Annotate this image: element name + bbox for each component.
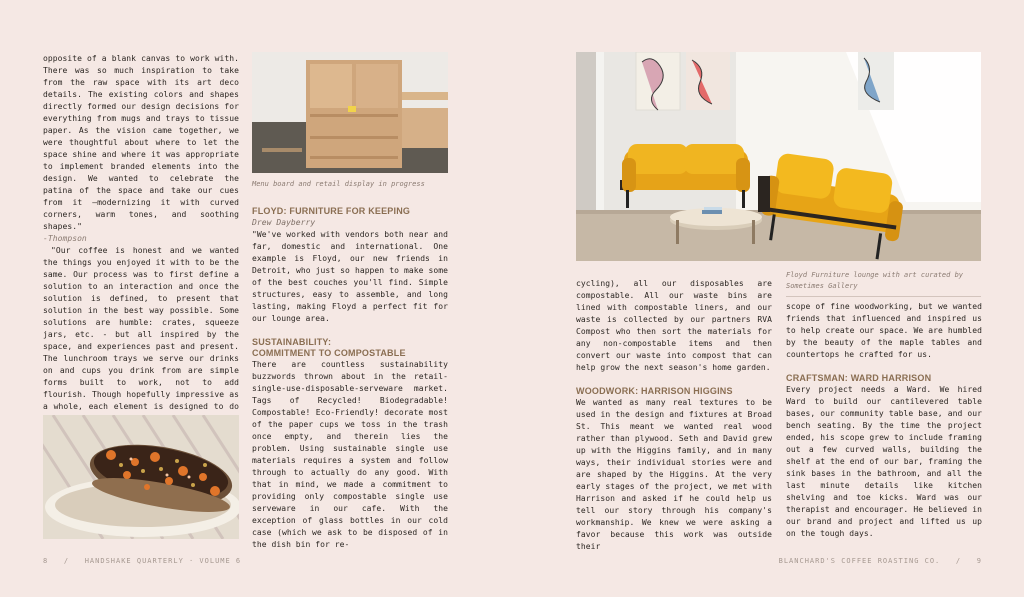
lounge-photo bbox=[576, 52, 981, 261]
lounge-illustration bbox=[576, 52, 981, 261]
left-column-1 bbox=[43, 53, 239, 425]
section-heading: SUSTAINABILITY: bbox=[252, 337, 332, 347]
quote-attribution: -Thompson bbox=[43, 234, 87, 243]
menu-board-photo bbox=[252, 52, 448, 173]
left-folio: 8 / HANDSHAKE QUARTERLY · VOLUME 6 bbox=[43, 557, 242, 565]
shelving-illustration bbox=[252, 52, 448, 173]
article-paragraph: Every project needs a Ward. We hired Ward to build our cantilevered table bases, our community table base, and our bench seating. By the time the project ended, his scope grew to include framing out a few curved walls, building the shelf at the end of our bar, framing the sink bases in the bathroom, and all the last minute details like kitchen shelving and toe kicks. Ward was our therapist and encourager. He believed in our brand and project and lifted us up on the tough days. bbox=[786, 385, 982, 538]
article-paragraph: scope of fine woodworking, but we wanted friends that influenced and inspired us to help create our space. We are humbled by the beauty of the maple tables and countertops he crafted for us. bbox=[786, 302, 982, 359]
article-paragraph: cycling), all our disposables are compostable. All our waste bins are lined with compostable liners, and our waste is collected by our partners RVA Compost who then sort the materials for any non-compostable items and then convert our waste into compost that can help grow the next season's home garden. bbox=[576, 279, 772, 372]
paragraph-text: "Our coffee is honest and we wanted the things you enjoyed it with to be the same. Our process was to first define a solution to an interaction and once the solution is defined, to present that solution in the best way possible. Some solutions are humble: crates, squeeze jars, etc. - but all inspired by the space, and experiences past and present. The lunchroom trays we serve our drinks on and cups you drink from are simple forms built to work, not to add flourish. Though hopefully impressive as a whole, each element is designed to do bbox=[43, 246, 239, 411]
article-paragraph bbox=[43, 245, 239, 425]
lounge-caption: Floyd Furniture lounge with art curated by Sometimes Gallery bbox=[786, 271, 964, 290]
section-heading: FLOYD: FURNITURE FOR KEEPING bbox=[252, 206, 411, 216]
article-paragraph: "We've worked with vendors both near and far, domestic and international. One example is Floyd, our new friends in Detroit, who just so happen to make some of the best couches you'll find. Simple structures, easy to assemble, and long lasting, making Floyd a perfect fit for our lounge area. bbox=[252, 230, 448, 323]
section-heading: COMMITMENT TO COMPOSTABLE bbox=[252, 348, 406, 358]
pastry-photo bbox=[43, 415, 239, 539]
article-paragraph: There are countless sustainability buzzwords thrown about in the retail-single-use-disposable-serveware market. Tags of Recycled! Biodegradable! Compostable! Eco-Friendly! decorate most of the paper cups we toss in the trash once empty, and therein lies the problem. Using sustainable single use materials requires a system and follow through to actually do any good. With that in mind, we made a commitment to providing only compostable single use serveware in our cafe. With the exception of glass bottles in our cold case (which we ask to be disposed of in the dish bin for re- bbox=[252, 360, 448, 549]
article-paragraph: We wanted as many real textures to be used in the design and fixtures at Broad St. This meant we wanted real wood rather than plywood. Seth and David grew up with the Higgins family, and in many ways, their individual stories were and are shaped by the Higgins. At the very early stages of the project, we met with Harrison and asked if he could help us tell our story through his company's workmanship. We knew we were asking a favor because this work was outside their bbox=[576, 398, 772, 551]
article-paragraph: opposite of a blank canvas to work with. There was so much inspiration to take from the raw space with its art deco details. The existing colors and shapes directly formed our design decisions for everything from mugs and trays to tissue paper. As the vision came together, we were thoughtful about where to let the space shine and where it was appropriate to implement branded elements into the design. We wanted to celebrate the patina of the space and take our cues from it –modernizing it with curved corners, warm tones, and soothing shapes." bbox=[43, 54, 239, 231]
right-folio: BLANCHARD'S COFFEE ROASTING CO. / 9 bbox=[778, 557, 982, 565]
caption-rule bbox=[786, 296, 981, 297]
photo-caption: Menu board and retail display in progress bbox=[252, 180, 425, 188]
author-byline: Drew Dayberry bbox=[252, 218, 316, 227]
right-column-2 bbox=[786, 301, 982, 540]
right-column-1 bbox=[576, 278, 772, 553]
pastry-illustration bbox=[43, 415, 239, 539]
section-heading: WOODWORK: HARRISON HIGGINS bbox=[576, 386, 733, 396]
section-heading: CRAFTSMAN: WARD HARRISON bbox=[786, 373, 932, 383]
left-column-2 bbox=[252, 206, 448, 551]
